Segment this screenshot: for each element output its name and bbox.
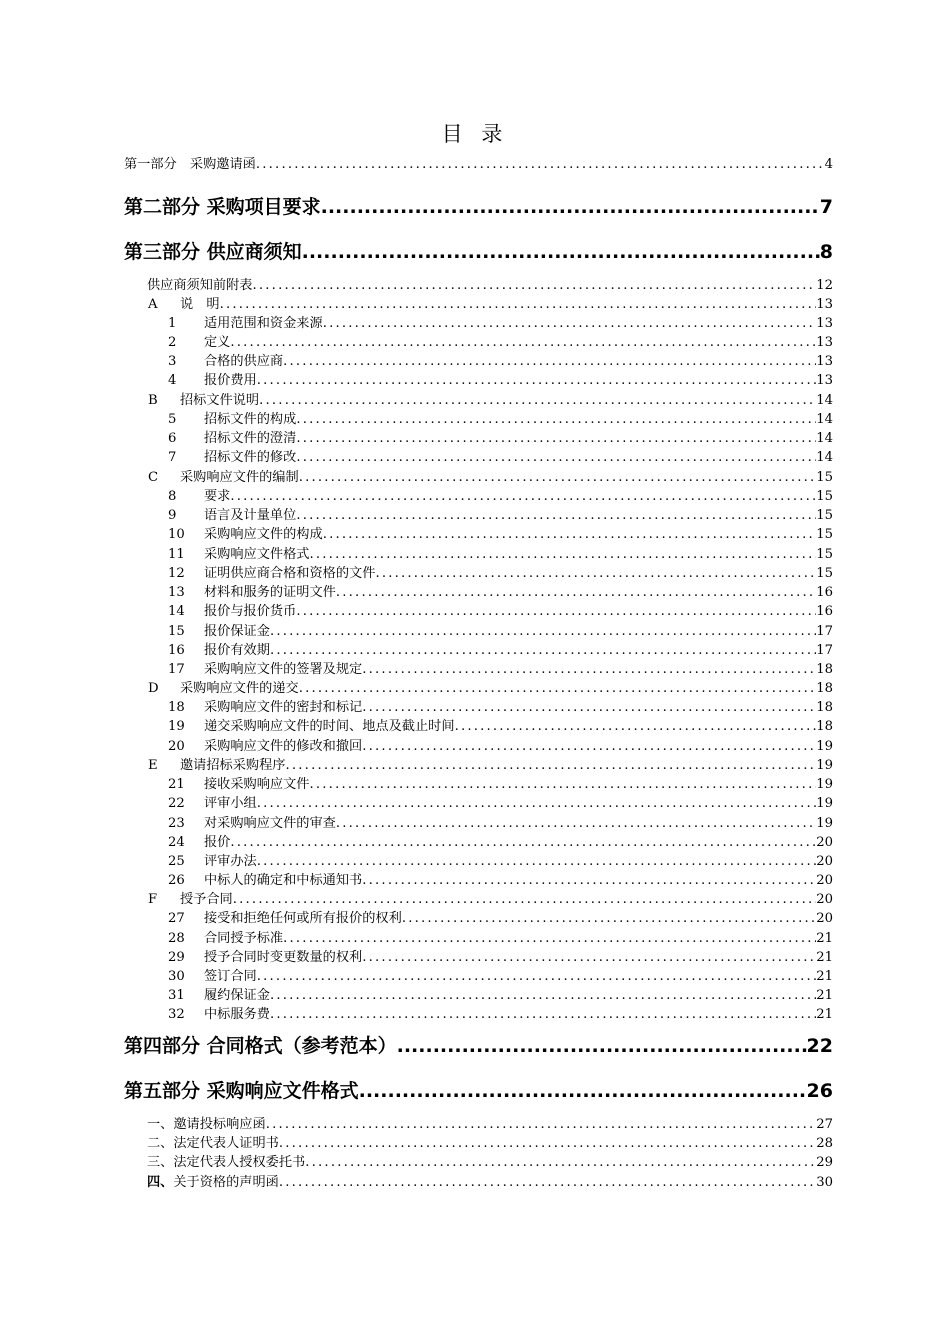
toc-entry-text: 授予合同 bbox=[180, 892, 233, 907]
toc-entry-number: 15 bbox=[168, 624, 185, 639]
toc-entry[interactable] bbox=[0, 852, 950, 871]
toc-entry-label bbox=[168, 871, 362, 890]
toc-entry-number: 20 bbox=[168, 739, 185, 754]
toc-entry-text: 采购响应文件的修改和撤回 bbox=[204, 739, 363, 754]
toc-entry-label bbox=[168, 737, 362, 756]
toc-entry-text: 报价 bbox=[204, 835, 231, 850]
toc-entry-label bbox=[148, 756, 286, 775]
toc-page-number: 21 bbox=[816, 950, 833, 965]
toc-entry-text: 邀请招标采购程序 bbox=[180, 758, 286, 773]
toc-dot-leader bbox=[270, 641, 816, 660]
toc-entry-number: 7 bbox=[168, 450, 177, 465]
toc-entry-label bbox=[168, 564, 375, 583]
toc-entry[interactable] bbox=[0, 986, 950, 1005]
toc-page-number: 13 bbox=[816, 335, 833, 350]
toc-entry-label bbox=[168, 314, 323, 333]
toc-page-number: 17 bbox=[816, 643, 833, 658]
toc-entry-number: 10 bbox=[168, 527, 185, 542]
toc-entry[interactable] bbox=[0, 909, 950, 928]
toc-entry-label bbox=[168, 487, 230, 506]
toc-entry-number: 32 bbox=[168, 1007, 185, 1022]
toc-page-number: 19 bbox=[816, 816, 833, 831]
toc-dot-leader bbox=[402, 909, 816, 928]
toc-entry-number: 27 bbox=[168, 911, 185, 926]
toc-entry-text: 接收采购响应文件 bbox=[204, 777, 310, 792]
toc-entry-label bbox=[168, 775, 310, 794]
toc-entry-text: 招标文件的澄清 bbox=[204, 431, 297, 446]
toc-entry-number: 12 bbox=[168, 566, 185, 581]
toc-dot-leader bbox=[323, 525, 817, 544]
toc-entry-label bbox=[168, 948, 362, 967]
toc-entry-number: 30 bbox=[168, 969, 185, 984]
toc-dot-leader bbox=[455, 717, 817, 736]
toc-entry[interactable] bbox=[0, 967, 950, 986]
toc-entry-number: D bbox=[148, 681, 159, 696]
toc-dot-leader bbox=[362, 948, 816, 967]
toc-entry[interactable] bbox=[0, 1134, 950, 1153]
toc-entry-text: 评审办法 bbox=[204, 854, 257, 869]
toc-page-number: 28 bbox=[816, 1136, 833, 1151]
toc-entry-text: 采购响应文件的编制 bbox=[180, 470, 299, 485]
toc-dot-leader bbox=[270, 986, 816, 1005]
toc-entry-text: 报价费用 bbox=[204, 373, 257, 388]
toc-entry-label bbox=[168, 698, 362, 717]
toc-entry-label bbox=[148, 468, 299, 487]
toc-dot-leader bbox=[257, 967, 816, 986]
toc-entry-label bbox=[147, 1173, 279, 1192]
toc-dot-leader bbox=[230, 487, 816, 506]
toc-entry[interactable] bbox=[0, 775, 950, 794]
toc-dot-leader bbox=[279, 1173, 816, 1192]
toc-dot-leader bbox=[362, 871, 816, 890]
toc-page-number: 20 bbox=[816, 911, 833, 926]
toc-page-number: 12 bbox=[816, 278, 833, 293]
toc-page-number: 20 bbox=[816, 854, 833, 869]
toc-entry-label bbox=[148, 890, 233, 909]
toc-dot-leader bbox=[296, 602, 816, 621]
toc-entry[interactable] bbox=[0, 371, 950, 390]
toc-entry-text: 评审小组 bbox=[204, 796, 257, 811]
toc-entry[interactable] bbox=[0, 410, 950, 429]
toc-dot-leader bbox=[259, 391, 816, 410]
toc-entry[interactable] bbox=[0, 1005, 950, 1024]
toc-page-number: 19 bbox=[816, 739, 833, 754]
toc-entry-label bbox=[124, 239, 302, 265]
toc-page-number: 21 bbox=[816, 931, 833, 946]
toc-entry-text: 关于资格的声明函 bbox=[173, 1175, 279, 1190]
toc-page-number: 14 bbox=[816, 431, 833, 446]
toc-entry-number: 26 bbox=[168, 873, 185, 888]
toc-entry-number: 6 bbox=[168, 431, 177, 446]
toc-entry-label bbox=[168, 333, 230, 352]
toc-entry-text: 语言及计量单位 bbox=[204, 508, 297, 523]
toc-entry-label bbox=[168, 833, 230, 852]
toc-entry-label bbox=[124, 194, 321, 220]
toc-entry-text: 采购响应文件的构成 bbox=[204, 527, 323, 542]
toc-page-number: 15 bbox=[816, 470, 833, 485]
toc-entry-label bbox=[168, 1005, 270, 1024]
toc-dot-leader bbox=[256, 155, 825, 174]
toc-page-number: 15 bbox=[816, 547, 833, 562]
toc-entry-label bbox=[168, 429, 296, 448]
toc-entry-text: 合同授予标准 bbox=[204, 931, 284, 946]
toc-dot-leader bbox=[230, 833, 816, 852]
toc-entry-number: 3 bbox=[168, 354, 177, 369]
toc-page-number: 8 bbox=[819, 241, 833, 263]
toc-entry-number: E bbox=[148, 758, 158, 773]
toc-entry-text: 采购响应文件的密封和标记 bbox=[204, 700, 363, 715]
toc-page-number: 14 bbox=[816, 450, 833, 465]
toc-page-number: 17 bbox=[816, 624, 833, 639]
toc-entry-text: 报价有效期 bbox=[204, 643, 270, 658]
toc-entry-number: 17 bbox=[168, 662, 185, 677]
toc-page-number: 26 bbox=[806, 1080, 833, 1102]
toc-dot-leader bbox=[283, 929, 816, 948]
toc-entry-label bbox=[168, 641, 270, 660]
toc-entry[interactable] bbox=[0, 641, 950, 660]
toc-entry-number: 31 bbox=[168, 988, 185, 1003]
toc-page-number: 14 bbox=[816, 393, 833, 408]
toc-entry-text: 一、邀请投标响应函 bbox=[147, 1117, 266, 1132]
toc-entry-text: 要求 bbox=[204, 489, 231, 504]
toc-entry-label bbox=[124, 155, 256, 174]
toc-entry-label bbox=[147, 276, 253, 295]
toc-entry-number: 19 bbox=[168, 719, 185, 734]
toc-entry-text: 二、法定代表人证明书 bbox=[147, 1136, 279, 1151]
toc-entry[interactable] bbox=[0, 506, 950, 525]
toc-entry[interactable] bbox=[0, 487, 950, 506]
toc-page-number: 21 bbox=[816, 1007, 833, 1022]
toc-entry-number: 14 bbox=[168, 604, 185, 619]
toc-dot-leader bbox=[279, 1134, 816, 1153]
toc-dot-leader bbox=[299, 679, 817, 698]
toc-part-entry[interactable] bbox=[0, 1033, 950, 1059]
toc-entry-label bbox=[168, 967, 257, 986]
toc-entry[interactable] bbox=[0, 352, 950, 371]
toc-dot-leader bbox=[230, 333, 816, 352]
toc-entry-text: 中标服务费 bbox=[204, 1007, 270, 1022]
toc-entry[interactable] bbox=[0, 890, 950, 909]
toc-dot-leader bbox=[286, 756, 817, 775]
toc-entry-label bbox=[124, 1078, 359, 1104]
toc-entry[interactable] bbox=[0, 1173, 950, 1192]
toc-entry-text: 第三部分 供应商须知 bbox=[124, 241, 302, 263]
toc-entry-label bbox=[168, 660, 362, 679]
toc-dot-leader bbox=[336, 814, 816, 833]
toc-page-number: 15 bbox=[816, 489, 833, 504]
toc-page-number: 16 bbox=[816, 604, 833, 619]
toc-entry[interactable] bbox=[0, 564, 950, 583]
toc-dot-leader bbox=[362, 698, 816, 717]
toc-entry-text: 采购响应文件的递交 bbox=[180, 681, 299, 696]
toc-entry-text: 供应商须知前附表 bbox=[147, 278, 253, 293]
toc-entry[interactable] bbox=[0, 333, 950, 352]
toc-page-number: 18 bbox=[816, 719, 833, 734]
toc-entry-text: 适用范围和资金来源 bbox=[204, 316, 323, 331]
toc-entry[interactable] bbox=[0, 717, 950, 736]
toc-dot-leader bbox=[257, 852, 816, 871]
toc-page-number: 15 bbox=[816, 527, 833, 542]
toc-page-number: 29 bbox=[816, 1155, 833, 1170]
toc-page-number: 21 bbox=[816, 969, 833, 984]
toc-entry[interactable] bbox=[0, 871, 950, 890]
toc-entry[interactable] bbox=[0, 295, 950, 314]
toc-dot-leader bbox=[323, 314, 817, 333]
toc-entry-number: 21 bbox=[168, 777, 185, 792]
toc-entry-number: C bbox=[148, 470, 159, 485]
toc-entry-label bbox=[168, 371, 257, 390]
toc-dot-leader bbox=[362, 660, 816, 679]
toc-part-entry[interactable] bbox=[0, 1078, 950, 1104]
toc-entry[interactable] bbox=[0, 833, 950, 852]
toc-entry-label bbox=[168, 352, 283, 371]
toc-entry-number: 18 bbox=[168, 700, 185, 715]
toc-entry-text: 第四部分 合同格式（参考范本） bbox=[124, 1035, 397, 1057]
toc-entry-label bbox=[148, 391, 259, 410]
toc-dot-leader bbox=[310, 775, 817, 794]
toc-entry-text: 采购响应文件格式 bbox=[204, 547, 310, 562]
toc-page-number: 19 bbox=[816, 796, 833, 811]
toc-dot-leader bbox=[310, 545, 817, 564]
toc-entry-text: 第五部分 采购响应文件格式 bbox=[124, 1080, 359, 1102]
toc-page-number: 20 bbox=[816, 835, 833, 850]
toc-dot-leader bbox=[299, 468, 817, 487]
toc-dot-leader bbox=[257, 794, 816, 813]
toc-entry-text: 说 明 bbox=[180, 297, 220, 312]
toc-entry-text: 签订合同 bbox=[204, 969, 257, 984]
toc-dot-leader bbox=[296, 448, 816, 467]
toc-page-number: 15 bbox=[816, 566, 833, 581]
toc-page-number: 4 bbox=[824, 157, 833, 172]
toc-page-number: 13 bbox=[816, 297, 833, 312]
toc-dot-leader bbox=[305, 1153, 816, 1172]
toc-entry-label bbox=[124, 1033, 397, 1059]
toc-page-number: 19 bbox=[816, 777, 833, 792]
toc-entry-label bbox=[168, 852, 257, 871]
toc-entry[interactable] bbox=[0, 448, 950, 467]
toc-entry[interactable] bbox=[0, 679, 950, 698]
toc-entry-text: 授予合同时变更数量的权利 bbox=[204, 950, 363, 965]
toc-entry-number: 13 bbox=[168, 585, 185, 600]
toc-page-number: 27 bbox=[816, 1117, 833, 1132]
toc-entry-label bbox=[148, 295, 220, 314]
toc-entry[interactable] bbox=[0, 429, 950, 448]
toc-entry[interactable] bbox=[0, 948, 950, 967]
toc-entry-number: 29 bbox=[168, 950, 185, 965]
toc-entry-label bbox=[168, 794, 257, 813]
toc-dot-leader bbox=[266, 1115, 817, 1134]
toc-dot-leader bbox=[397, 1033, 807, 1059]
toc-entry-text: 定义 bbox=[204, 335, 231, 350]
toc-entry[interactable] bbox=[0, 737, 950, 756]
toc-entry-number: 25 bbox=[168, 854, 185, 869]
toc-entry-label bbox=[148, 679, 299, 698]
toc-page-number: 20 bbox=[816, 892, 833, 907]
toc-page-number: 13 bbox=[816, 373, 833, 388]
toc-entry-label bbox=[168, 448, 296, 467]
toc-entry[interactable] bbox=[0, 756, 950, 775]
toc-entry-number: 1 bbox=[168, 316, 177, 331]
toc-entry-number: 5 bbox=[168, 412, 177, 427]
toc-entry-label bbox=[147, 1153, 305, 1172]
toc-entry-text: 报价与报价货币 bbox=[204, 604, 297, 619]
toc-dot-leader bbox=[283, 352, 816, 371]
toc-entry[interactable] bbox=[0, 276, 950, 295]
toc-dot-leader bbox=[220, 295, 817, 314]
toc-page-number: 13 bbox=[816, 316, 833, 331]
toc-dot-leader bbox=[296, 506, 816, 525]
toc-entry-text: 材料和服务的证明文件 bbox=[204, 585, 336, 600]
toc-title: 目 录 bbox=[441, 122, 509, 146]
toc-entry-text: 三、法定代表人授权委托书 bbox=[147, 1155, 306, 1170]
toc-entry-label bbox=[168, 814, 336, 833]
toc-entry[interactable] bbox=[0, 155, 950, 174]
toc-page-number: 14 bbox=[816, 412, 833, 427]
toc-entry[interactable] bbox=[0, 660, 950, 679]
toc-page-number: 20 bbox=[816, 873, 833, 888]
toc-entry[interactable] bbox=[0, 1115, 950, 1134]
toc-entry[interactable] bbox=[0, 929, 950, 948]
toc-entry-number: B bbox=[148, 393, 158, 408]
toc-entry-label bbox=[168, 929, 283, 948]
toc-entry-label bbox=[168, 909, 402, 928]
toc-entry-number: 24 bbox=[168, 835, 185, 850]
toc-dot-leader bbox=[321, 194, 820, 220]
toc-entry[interactable] bbox=[0, 622, 950, 641]
toc-entry-number: A bbox=[148, 297, 158, 312]
toc-dot-leader bbox=[253, 276, 817, 295]
toc-entry-label bbox=[168, 583, 336, 602]
toc-page-number: 18 bbox=[816, 681, 833, 696]
toc-entry-text: 履约保证金 bbox=[204, 988, 270, 1003]
toc-dot-leader bbox=[296, 410, 816, 429]
toc-page-number: 30 bbox=[816, 1175, 833, 1190]
toc-entry-number: 9 bbox=[168, 508, 177, 523]
toc-entry-label bbox=[168, 622, 270, 641]
toc-page-number: 19 bbox=[816, 758, 833, 773]
toc-dot-leader bbox=[359, 1078, 807, 1104]
toc-part-entry[interactable] bbox=[0, 194, 950, 220]
toc-dot-leader bbox=[302, 239, 820, 265]
toc-entry-number: 28 bbox=[168, 931, 185, 946]
toc-entry-text: 接受和拒绝任何或所有报价的权利 bbox=[204, 911, 402, 926]
toc-dot-leader bbox=[362, 737, 816, 756]
toc-entry[interactable] bbox=[0, 468, 950, 487]
toc-entry-text: 证明供应商合格和资格的文件 bbox=[204, 566, 376, 581]
toc-entry-label bbox=[168, 545, 310, 564]
toc-entry-number: 8 bbox=[168, 489, 177, 504]
toc-entry-text: 采购响应文件的签署及规定 bbox=[204, 662, 363, 677]
toc-entry-label bbox=[168, 602, 296, 621]
toc-dot-leader bbox=[270, 622, 816, 641]
toc-dot-leader bbox=[257, 371, 816, 390]
toc-entry[interactable] bbox=[0, 583, 950, 602]
toc-entry-text: 报价保证金 bbox=[204, 624, 270, 639]
toc-entry-text: 中标人的确定和中标通知书 bbox=[204, 873, 363, 888]
toc-entry-label bbox=[168, 986, 270, 1005]
toc-page-number: 13 bbox=[816, 354, 833, 369]
toc-page-number: 7 bbox=[819, 196, 833, 218]
toc-entry[interactable] bbox=[0, 794, 950, 813]
toc-entry[interactable] bbox=[0, 1153, 950, 1172]
toc-entry-label bbox=[168, 410, 296, 429]
toc-entry-text: 第二部分 采购项目要求 bbox=[124, 196, 321, 218]
toc-page-number: 16 bbox=[816, 585, 833, 600]
toc-entry-number: 四、 bbox=[147, 1175, 174, 1190]
toc-entry-number: 4 bbox=[168, 373, 177, 388]
toc-part-entry[interactable] bbox=[0, 239, 950, 265]
toc-entry-text: 第一部分 采购邀请函 bbox=[124, 157, 256, 172]
toc-dot-leader bbox=[233, 890, 816, 909]
toc-entry-number: 16 bbox=[168, 643, 185, 658]
toc-entry-label bbox=[168, 717, 455, 736]
toc-entry-label bbox=[168, 525, 323, 544]
toc-dot-leader bbox=[336, 583, 816, 602]
toc-page-number: 18 bbox=[816, 662, 833, 677]
toc-entry-text: 招标文件的修改 bbox=[204, 450, 297, 465]
toc-entry[interactable] bbox=[0, 545, 950, 564]
toc-entry-text: 合格的供应商 bbox=[204, 354, 284, 369]
toc-entry-number: 23 bbox=[168, 816, 185, 831]
toc-entry-number: 22 bbox=[168, 796, 185, 811]
toc-entry-label bbox=[168, 506, 296, 525]
toc-entry[interactable] bbox=[0, 602, 950, 621]
toc-entry[interactable] bbox=[0, 525, 950, 544]
toc-entry-label bbox=[147, 1115, 266, 1134]
toc-entry-text: 招标文件说明 bbox=[180, 393, 260, 408]
toc-page-number: 15 bbox=[816, 508, 833, 523]
toc-dot-leader bbox=[375, 564, 816, 583]
toc-page-number: 22 bbox=[806, 1035, 833, 1057]
toc-page-number: 21 bbox=[816, 988, 833, 1003]
toc-entry[interactable] bbox=[0, 314, 950, 333]
toc-entry[interactable] bbox=[0, 698, 950, 717]
toc-entry-text: 递交采购响应文件的时间、地点及截止时间 bbox=[204, 719, 455, 734]
toc-entry-number: 11 bbox=[168, 547, 185, 562]
toc-entry-label bbox=[147, 1134, 279, 1153]
toc-entry-text: 招标文件的构成 bbox=[204, 412, 297, 427]
toc-entry[interactable] bbox=[0, 814, 950, 833]
toc-entry-text: 对采购响应文件的审查 bbox=[204, 816, 336, 831]
toc-page-number: 18 bbox=[816, 700, 833, 715]
toc-dot-leader bbox=[296, 429, 816, 448]
toc-entry-number: 2 bbox=[168, 335, 177, 350]
toc-entry[interactable] bbox=[0, 391, 950, 410]
toc-entry-number: F bbox=[148, 892, 158, 907]
toc-dot-leader bbox=[270, 1005, 816, 1024]
